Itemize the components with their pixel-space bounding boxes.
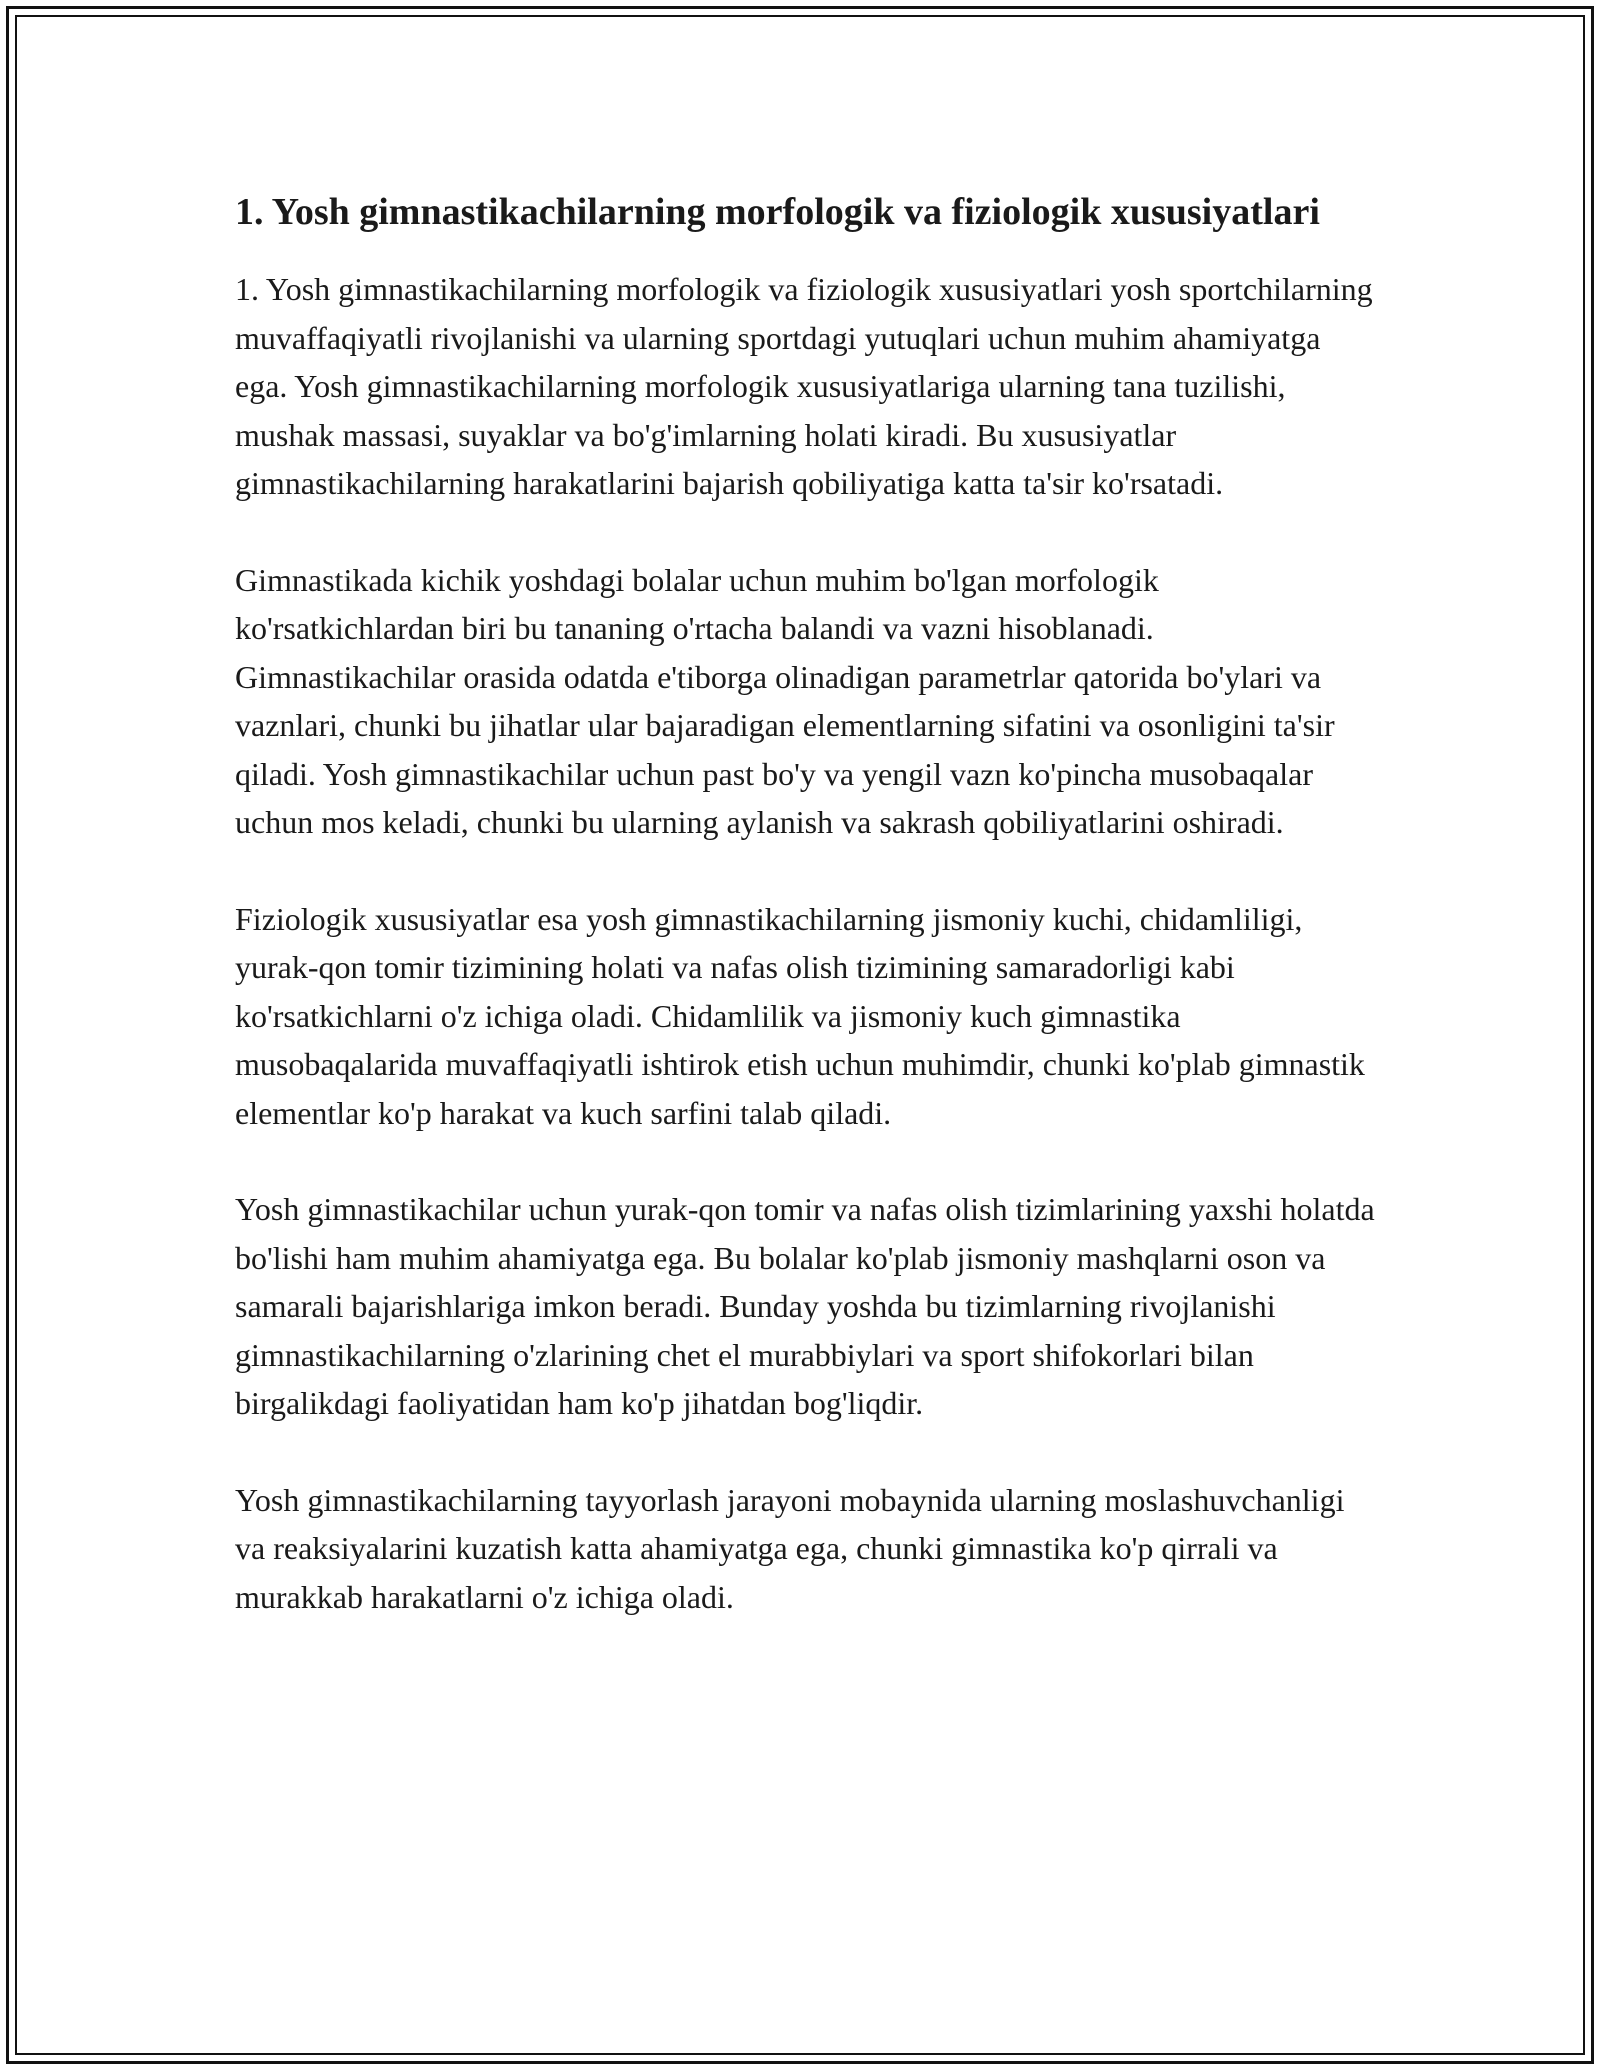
document-body xyxy=(235,185,1375,1669)
paragraph-3: Fiziologik xususiyatlar esa yosh gimnastikachilarning jismoniy kuchi, chidamliligi, yurak-qon tomir tizimining holati va nafas olish tizimining samaradorligi kabi ko'rsatkichlarni o'z ichiga oladi. Chidamlilik va jismoniy kuch gimnastika musobaqalarida muvaffaqiyatli ishtirok etish uchun muhimdir, chunki ko'plab gimnastik elementlar ko'p harakat va kuch sarfini talab qiladi. xyxy=(235,900,1365,1131)
paragraph-5: Yosh gimnastikachilarning tayyorlash jarayoni mobaynida ularning moslashuvchanligi va reaksiyalarini kuzatish katta ahamiyatga ega, chunki gimnastika ko'p qirrali va murakkab harakatlarni o'z ichiga oladi. xyxy=(235,1481,1345,1615)
paragraph-4: Yosh gimnastikachilar uchun yurak-qon tomir va nafas olish tizimlarining yaxshi holatda bo'lishi ham muhim ahamiyatga ega. Bu bolalar ko'plab jismoniy mashqlarni oson va samarali bajarishlariga imkon beradi. Bunday yoshda bu tizimlarning rivojlanishi gimnastikachilarning o'zlarining chet el murabbiylari va sport shifokorlari bilan birgalikdagi faoliyatidan ham ko'p jihatdan bog'liqdir. xyxy=(235,1191,1375,1421)
paragraph-1: 1. Yosh gimnastikachilarning morfologik va fiziologik xususiyatlari yosh sportchilarning muvaffaqiyatli rivojlanishi va ularning sportdagi yutuqlari uchun muhim ahamiyatga ega. Yosh gimnastikachilarning morfologik xususiyatlariga ularning tana tuzilishi, mushak massasi, suyaklar va bo'g'imlarning holati kiradi. Bu xususiyatlar gimnastikachilarning harakatlarini bajarish qobiliyatiga katta ta'sir ko'rsatadi. xyxy=(235,271,1373,501)
paragraph-2: Gimnastikada kichik yoshdagi bolalar uchun muhim bo'lgan morfologik ko'rsatkichlardan biri bu tananing o'rtacha balandi va vazni hisoblanadi. Gimnastikachilar orasida odatda e'tiborga olinadigan parametrlar qatorida bo'ylari va vaznlari, chunki bu jihatlar ular bajaradigan elementlarning sifatini va osonligini ta'sir qiladi. Yosh gimnastikachilar uchun past bo'y va yengil vazn ko'pincha musobaqalar uchun mos keladi, chunki bu ularning aylanish va sakrash qobiliyatlarini oshiradi. xyxy=(235,561,1335,840)
document-title: 1. Yosh gimnastikachilarning morfologik va fiziologik xususiyatlari xyxy=(235,191,1320,233)
